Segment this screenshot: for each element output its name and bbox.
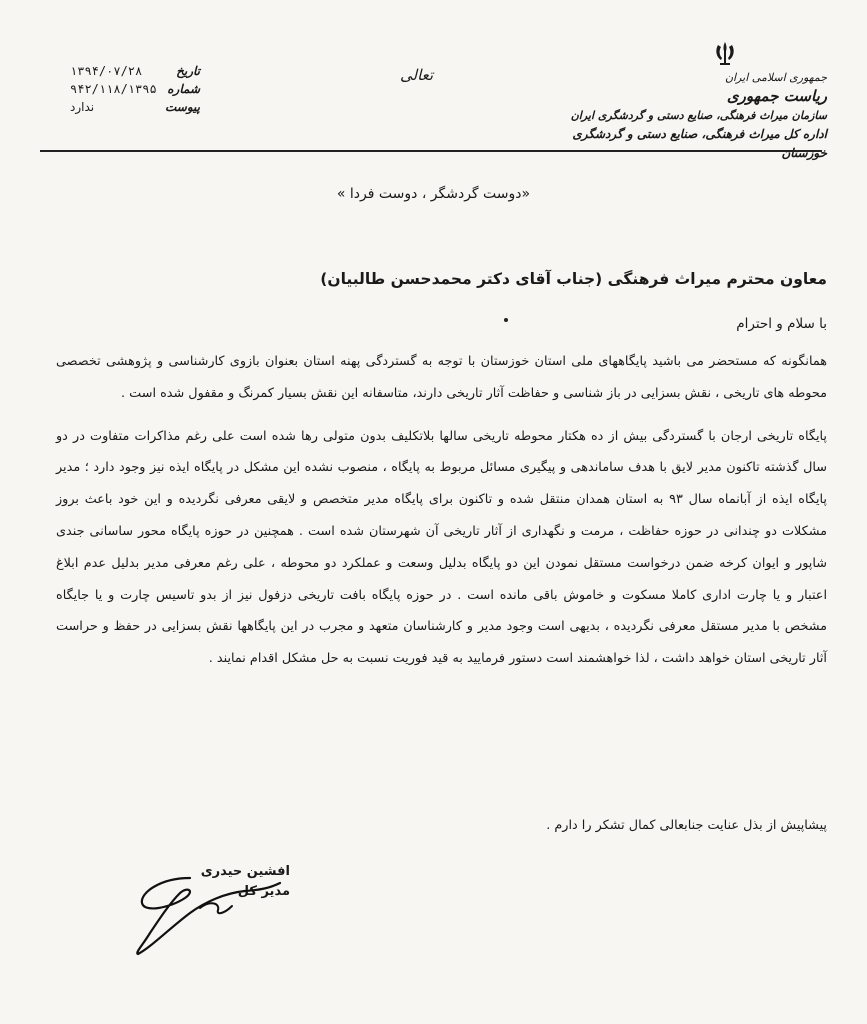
paragraph-2: پایگاه تاریخی ارجان با گستردگی بیش از ده هکتار محوطه تاریخی سالها بلاتکلیف بدون متولی رها شده است علی رغم مذاکرات متفاوت در دو سال گذشته تاکنون مدیر لایق با هدف ساماندهی و پیگیری مسائل مربوط به پایگاه ، منصوب نشده این مشکل در پایگاه ایذه نیز وجود دارد ؛ مدیر پایگاه ایذه از آبانماه سال ۹۳ به استان همدان منتقل شده و تاکنون برای پایگاه مدیر متخصص و لایقی معرفی نگردیده و این خود باعث بروز مشکلات دو چندانی در حوزه حفاظت ، مرمت و نگهداری از آثار تاریخی آن شهرستان شده است . همچنین در حوزه پایگاه محور ساسانی جندی شاپور و ایوان کرخه ضمن درخواست مستقل نمودن این دو پایگاه بدلیل وسعت و عملکرد دو محوطه ، علی رغم معرفی مدیر بدلیل عدم ابلاغ اعتبار و یا چارت اداری کاملا مسکوت و خاموش باقی مانده است . در حوزه پایگاه بافت تاریخی دزفول نیز از بدو تاسیس چارت و یا جایگاه مشخص با مدیر مستقل معرفی نگردیده ، بدیهی است وجود مدیر و کارشناسان متعهد و مجرب در این پایگاهها نقش بسزایی در حفظ و حراست آثار تاریخی استان خواهد داشت ، لذا خواهشمند است دستور فرمایید به قید فوریت نسبت به حل مشکل اقدام نمایند .	[56, 428, 827, 667]
letter-meta	[70, 62, 200, 116]
header-divider	[40, 150, 822, 152]
letter-body	[56, 346, 827, 675]
recipient-line: معاون محترم میراث فرهنگی (جناب آقای دکتر محمدحسن طالبیان)	[320, 270, 827, 288]
closing-line: پیشاپیش از بذل عنایت جنابعالی کمال تشکر را دارم .	[546, 818, 827, 833]
number-label: شماره	[167, 82, 200, 96]
motto: «دوست گردشگر ، دوست فردا »	[336, 186, 531, 202]
meta-date-row	[70, 62, 200, 80]
signer-name: افشین حیدری	[200, 864, 290, 879]
letterhead-line-1: جمهوری اسلامی ایران	[724, 71, 827, 84]
letterhead	[567, 68, 827, 163]
greeting: با سلام و احترام	[736, 316, 827, 332]
letterhead-line-4: اداره کل میراث فرهنگی، صنایع دستی و گردشگری خوزستان	[572, 127, 827, 160]
iran-emblem-icon	[712, 40, 738, 68]
date-value: ۱۳۹۴/۰۷/۲۸	[70, 64, 143, 78]
letterhead-line-3: سازمان میراث فرهنگی، صنایع دستی و گردشگری ایران	[570, 109, 827, 122]
meta-number-row	[70, 80, 200, 98]
attachment-label: پیوست	[165, 100, 200, 114]
paragraph-1: همانگونه که مستحضر می باشید پایگاههای ملی استان خوزستان با توجه به گستردگی پهنه استان بعنوان بازوی کارشناسی و پژوهشی تخصصی محوطه های تاریخی ، نقش بسزایی در باز شناسی و حفاظت آثار تاریخی دارند، متاسفانه این نقش بسیار کمرنگ و مقفول شده است .	[56, 354, 827, 401]
ink-dot	[504, 318, 508, 322]
date-label: تاریخ	[176, 64, 200, 78]
signer-title: مدیر کل	[237, 884, 290, 899]
meta-attachment-row	[70, 98, 200, 116]
header-invocation: تعالی	[400, 66, 434, 84]
attachment-value: ندارد	[70, 100, 95, 114]
handwritten-signature	[130, 858, 290, 968]
number-value: ۹۴۲/۱۱۸/۱۳۹۵	[70, 82, 157, 96]
letterhead-line-2: ریاست جمهوری	[726, 87, 827, 105]
